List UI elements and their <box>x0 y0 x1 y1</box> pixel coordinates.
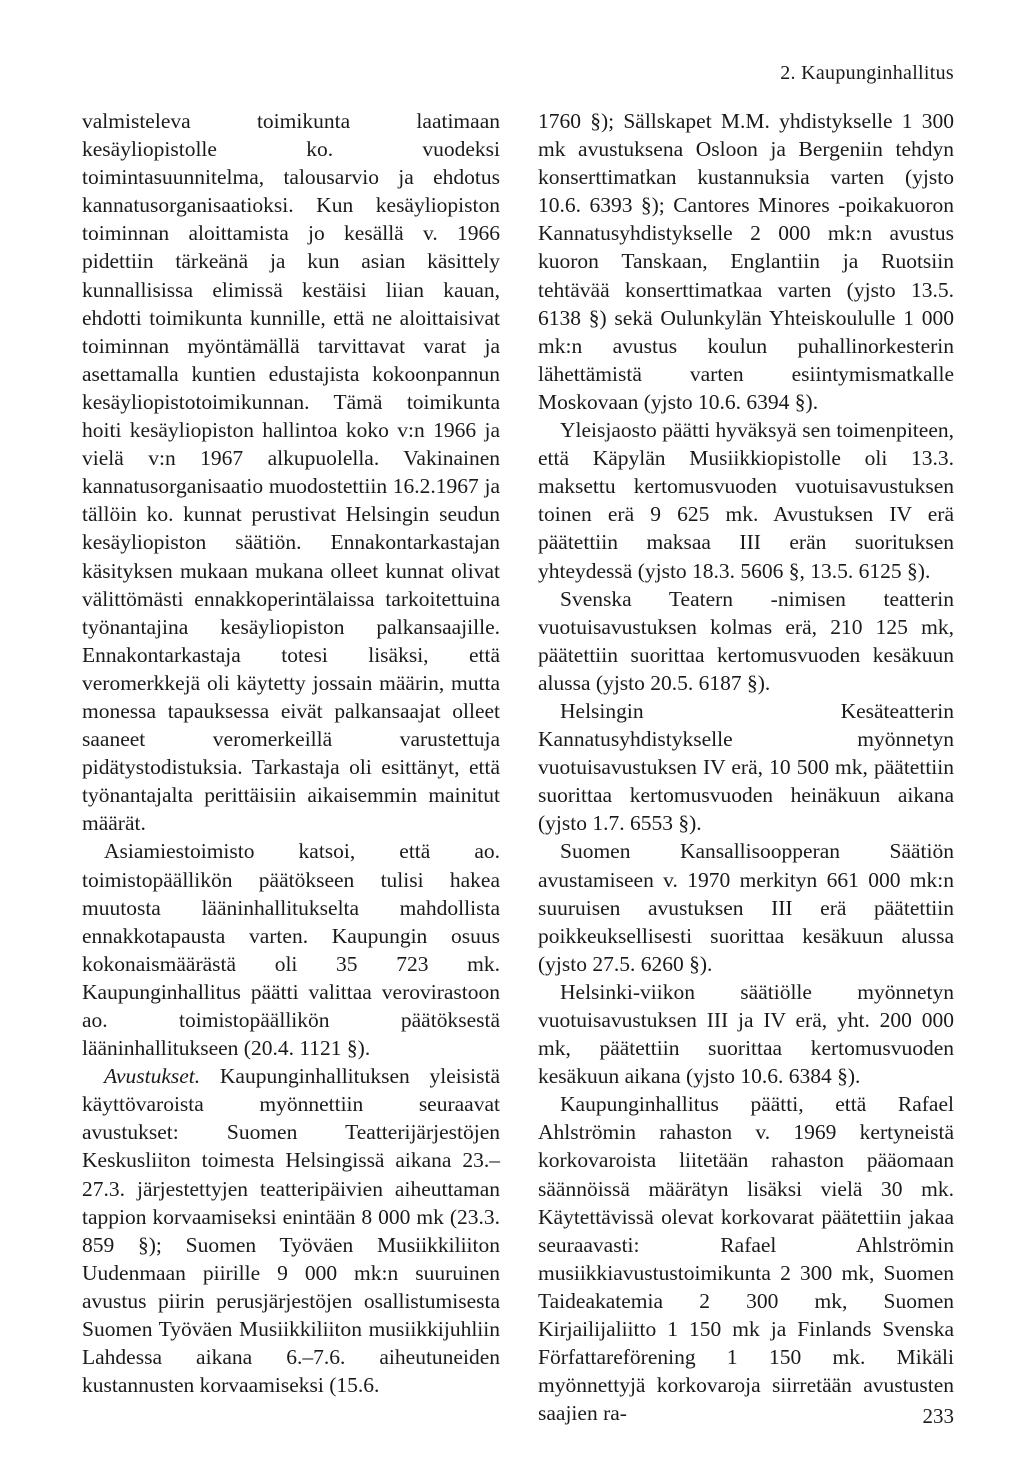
paragraph <box>82 1062 500 1399</box>
paragraph: 1760 §); Sällskapet M.M. yhdistykselle 1 300 mk avustuksena Osloon ja Bergeniin tehdyn konserttimatkan kustannuksia varten (yjsto 10.6. 6393 §); Cantores Minores -poikakuoron Kannatusyhdistykselle 2 000 mk:n avustus kuoron Tanskaan, Englantiin ja Ruotsiin tehtävää konserttimatkaa varten (yjsto 13.5. 6138 §) sekä Oulunkylän Yhteiskoululle 1 000 mk:n avustus koulun puhallinorkesterin lähettämistä varten esiintymismatkalle Moskovaan (yjsto 10.6. 6394 §). <box>538 109 954 414</box>
paragraph: Asiamiestoimisto katsoi, että ao. toimistopäällikön päätökseen tulisi hakea muutosta lääninhallitukselta mahdollista ennakkotapausta varten. Kaupungin osuus kokonaismäärästä oli 35 723 mk. Kaupunginhallitus päätti valittaa verovirastoon ao. toimistopäällikön päätöksestä lääninhallitukseen (20.4. 1121 §). <box>82 839 500 1061</box>
paragraph: Kaupunginhallitus päätti, että Rafael Ahlströmin rahaston v. 1969 kertyneistä korkovaroista liitetään rahaston pääomaan säännöissä määrätyn lisäksi vielä 30 mk. Käytettävissä olevat korkovarat päätettiin jakaa seuraavasti: Rafael Ahlströmin musiikkiavustustoimikunta 2 300 mk, Suomen Taideakatemia 2 300 mk, Suomen Kirjailijaliitto 1 150 mk ja Finlands Svenska Författareförening 1 150 mk. Mikäli myönnettyjä korkovaroja siirretään avustusten saajien ra- <box>538 1092 954 1426</box>
right-column <box>538 107 954 1427</box>
paragraph-text: Kaupunginhallituksen yleisistä käyttövaroista myönnettiin seuraavat avustukset: Suomen Teatterijärjestöjen Keskusliiton toimesta Helsingissä aikana 23.–27.3. järjestettyjen teatteripäivien aiheuttaman tappion korvaamiseksi enintään 8 000 mk (23.3. 859 §); Suomen Työväen Musiikkiliiton Uudenmaan piirille 9 000 mk:n suuruinen avustus piirin perusjärjestöjen osallistumisesta Suomen Työväen Musiikkiliiton musiikkijuhliin Lahdessa aikana 6.–7.6. aiheutuneiden kustannusten korvaamiseksi (15.6. <box>82 1064 500 1398</box>
paragraph: valmisteleva toimikunta laatimaan kesäyliopistolle ko. vuodeksi toimintasuunnitelma, talousarvio ja ehdotus kannatusorganisaatioksi. Kun kesäyliopiston toiminnan aloittamista jo kesällä v. 1966 pidettiin tärkeänä ja kun asian käsittely kunnallisissa elimissä kestäisi liian kauan, ehdotti toimikunta kunnille, että ne aloittaisivat toiminnan myöntämällä tarvittavat varat ja asettamalla kuntien edustajista kokoonpannun kesäyliopistotoimikunnan. Tämä toimikunta hoiti kesäyliopiston hallintoa koko v:n 1966 ja vielä v:n 1967 alkupuolella. Vakinainen kannatusorganisaatio muodostettiin 16.2.1967 ja tällöin ko. kunnat perustivat Helsingin seudun kesäyliopiston säätiön. Ennakontarkastajan käsityksen mukaan mukana olleet kunnat olivat välittömästi ennakkoperintälaissa tarkoitettuina työnantajina kesäyliopiston palkansaajille. Ennakontarkastaja totesi lisäksi, että veromerkkejä oli käytetty jossain määrin, mutta monessa tapauksessa eivät palkansaajat olleet saaneet veromerkeillä varustettuja pidätystodistuksia. Tarkastaja oli esittänyt, että työnantajalta perittäisiin aikaisemmin mainitut määrät. <box>82 109 500 836</box>
paragraph: Helsingin Kesäteatterin Kannatusyhdistykselle myönnetyn vuotuisavustuksen IV erä, 10 500 mk, päätettiin suorittaa kertomusvuoden heinäkuun aikana (yjsto 1.7. 6553 §). <box>538 698 954 836</box>
paragraph: Helsinki-viikon säätiölle myönnetyn vuotuisavustuksen III ja IV erä, yht. 200 000 mk, päätettiin suorittaa kertomusvuoden kesäkuun aikana (yjsto 10.6. 6384 §). <box>538 979 954 1089</box>
running-header: 2. Kaupunginhallitus <box>780 62 954 84</box>
page-number: 233 <box>922 1404 954 1428</box>
paragraph: Suomen Kansallisoopperan Säätiön avustamiseen v. 1970 merkityn 661 000 mk:n suuruisen avustuksen III erä päätettiin poikkeuksellisesti suorittaa kesäkuun alussa (yjsto 27.5. 6260 §). <box>538 839 954 976</box>
paragraph: Yleisjaosto päätti hyväksyä sen toimenpiteen, että Käpylän Musiikkiopistolle oli 13.3. maksettu kertomusvuoden vuotuisavustuksen toinen erä 9 625 mk. Avustuksen IV erä päätettiin maksaa III erän suorituksen yhteydessä (yjsto 18.3. 5606 §, 13.5. 6125 §). <box>538 418 954 583</box>
left-column <box>82 107 500 1399</box>
section-heading: Avustukset. <box>104 1064 201 1089</box>
paragraph: Svenska Teatern -nimisen teatterin vuotuisavustuksen kolmas erä, 210 125 mk, päätettiin suorittaa kertomusvuoden kesäkuun alussa (yjsto 20.5. 6187 §). <box>538 586 954 695</box>
